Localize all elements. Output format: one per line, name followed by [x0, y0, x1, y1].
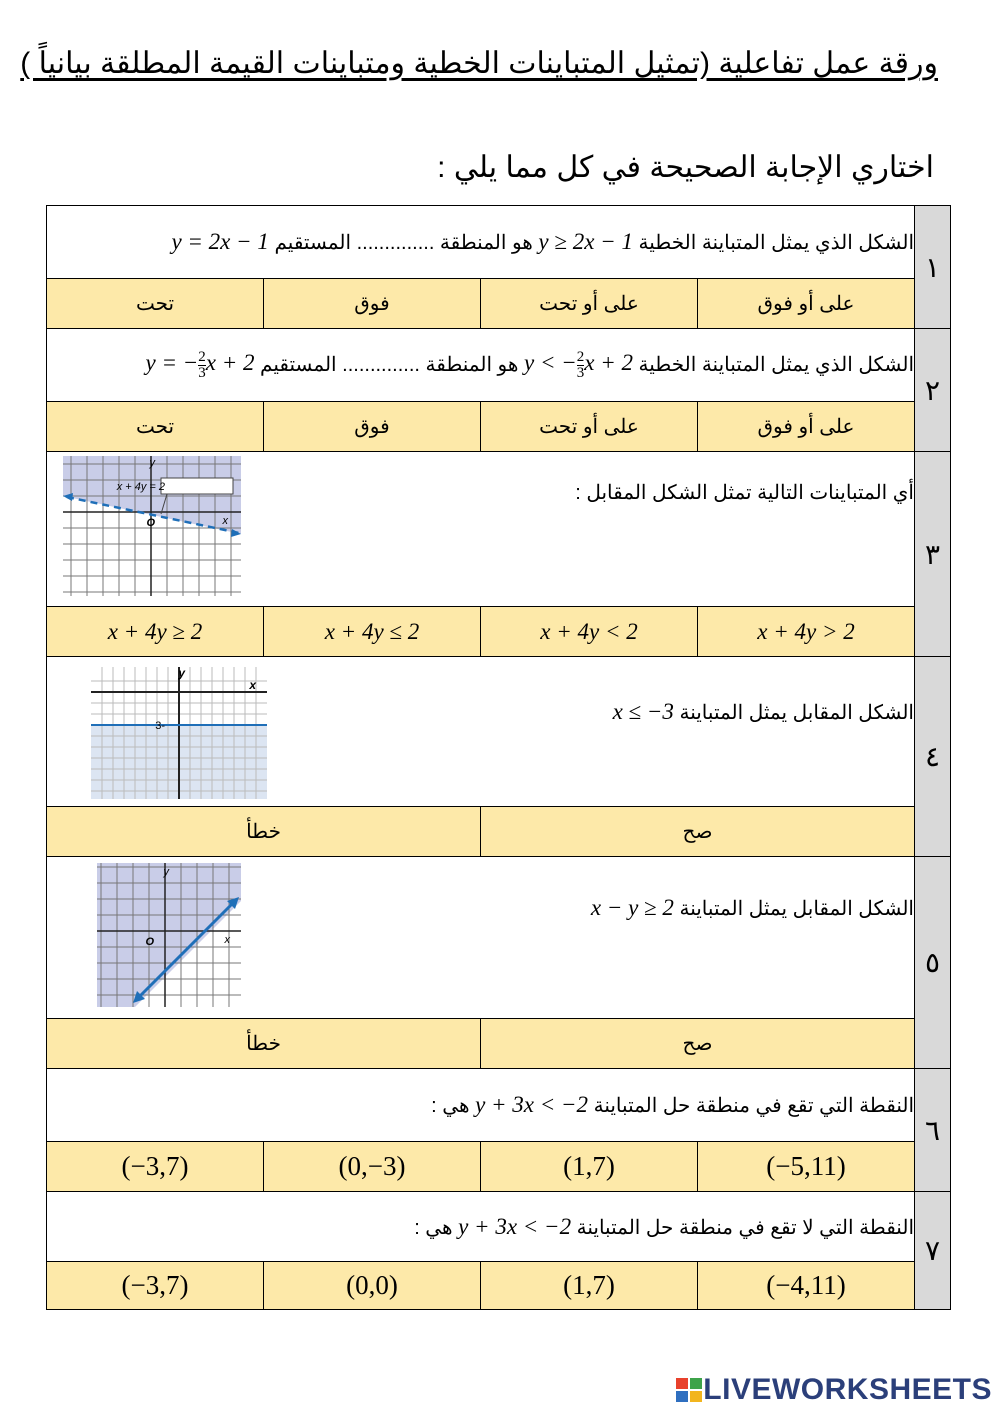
question-6-text: النقطة التي تقع في منطقة حل المتباينة y + 3x < −2 هي : — [47, 1069, 915, 1142]
q3-option-2[interactable]: x + 4y < 2 — [481, 607, 698, 657]
svg-text:O: O — [146, 517, 155, 529]
q5-graph — [97, 863, 241, 1007]
question-6-number: ٦ — [915, 1069, 951, 1192]
q5-option-false[interactable]: خطأ — [47, 1019, 481, 1069]
q7-option-3[interactable]: (0,0) — [264, 1262, 481, 1310]
q2-option-3[interactable]: فوق — [264, 402, 481, 452]
svg-text:y: y — [178, 667, 185, 680]
q4-graph — [91, 667, 267, 799]
question-3-row — [47, 452, 951, 607]
q2-option-4[interactable]: تحت — [47, 402, 264, 452]
question-2-text: الشكل الذي يمثل المتباينة الخطية y < − $\frac{2}{3}$ x + 2 هو المنطقة .............. المستقيم y = − $\frac{2}{3}$ x + 2 — [47, 329, 915, 402]
question-5-row — [47, 857, 951, 1019]
instruction-text: اختاري الإجابة الصحيحة في كل مما يلي : — [437, 151, 934, 184]
question-4-text: الشكل المقابل يمثل المتباينة x ≤ −3 — [612, 699, 914, 724]
question-2-row — [47, 329, 951, 402]
svg-text:x: x — [222, 515, 228, 527]
q6-option-3[interactable]: (0,−3) — [264, 1142, 481, 1192]
question-2-number: ٢ — [915, 329, 951, 452]
question-5-number: ٥ — [915, 857, 951, 1069]
q1-option-4[interactable]: تحت — [47, 279, 264, 329]
q5-option-true[interactable]: صح — [481, 1019, 915, 1069]
logo-icon — [675, 1377, 703, 1403]
svg-text:y: y — [163, 866, 169, 878]
q4-option-true[interactable]: صح — [481, 807, 915, 857]
q3-graph — [63, 456, 241, 596]
q3-option-4[interactable]: x + 4y ≥ 2 — [47, 607, 264, 657]
q1-option-1[interactable]: على أو فوق — [698, 279, 915, 329]
q6-option-2[interactable]: (1,7) — [481, 1142, 698, 1192]
svg-text:y: y — [149, 457, 155, 469]
question-1-number: ١ — [915, 206, 951, 329]
question-3-number: ٣ — [915, 452, 951, 657]
q2-option-1[interactable]: على أو فوق — [698, 402, 915, 452]
q6-option-1[interactable]: (−5,11) — [698, 1142, 915, 1192]
question-4-number: ٤ — [915, 657, 951, 857]
q1-option-2[interactable]: على أو تحت — [481, 279, 698, 329]
question-5-text: الشكل المقابل يمثل المتباينة x − y ≥ 2 — [590, 895, 914, 920]
q3-option-1[interactable]: x + 4y > 2 — [698, 607, 915, 657]
question-4-cell — [47, 657, 915, 807]
worksheet-title: ورقة عمل تفاعلية (تمثيل المتباينات الخطية ومتباينات القيمة المطلقة بيانياً ) — [20, 47, 938, 80]
question-3-cell — [47, 452, 915, 607]
question-7-row — [47, 1192, 951, 1262]
svg-text:x: x — [224, 934, 230, 946]
question-4-row — [47, 657, 951, 807]
q7-option-1[interactable]: (−4,11) — [698, 1262, 915, 1310]
q7-option-4[interactable]: (−3,7) — [47, 1262, 264, 1310]
question-5-cell — [47, 857, 915, 1019]
question-1-row — [47, 206, 951, 279]
q4-option-false[interactable]: خطأ — [47, 807, 481, 857]
svg-text:-3: -3 — [155, 720, 165, 732]
question-3-text: أي المتباينات التالية تمثل الشكل المقابل : — [575, 482, 914, 504]
q7-option-2[interactable]: (1,7) — [481, 1262, 698, 1310]
q2-option-2[interactable]: على أو تحت — [481, 402, 698, 452]
liveworksheets-logo — [675, 1373, 992, 1407]
question-7-text: النقطة التي لا تقع في منطقة حل المتباينة y + 3x < −2 هي : — [47, 1192, 915, 1262]
q6-option-4[interactable]: (−3,7) — [47, 1142, 264, 1192]
logo-text: LIVEWORKSHEETS — [703, 1373, 992, 1406]
question-6-row — [47, 1069, 951, 1142]
q1-option-3[interactable]: فوق — [264, 279, 481, 329]
q3-line-label: x + 4y = 2 — [116, 481, 165, 493]
svg-text:O: O — [145, 936, 154, 948]
question-1-text: الشكل الذي يمثل المتباينة الخطية y ≥ 2x − 1 هو المنطقة .............. المستقيم y = 2x − 1 — [47, 206, 915, 279]
questions-table — [46, 205, 951, 1310]
question-7-number: ٧ — [915, 1192, 951, 1310]
svg-text:x: x — [249, 678, 256, 692]
q3-option-3[interactable]: x + 4y ≤ 2 — [264, 607, 481, 657]
